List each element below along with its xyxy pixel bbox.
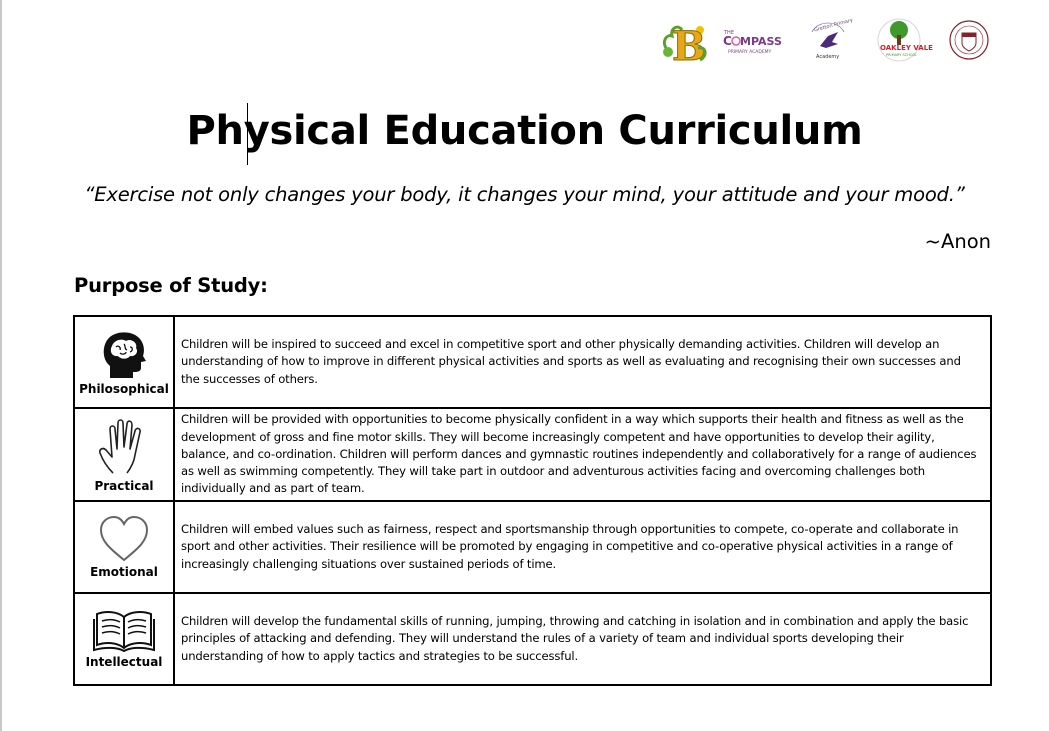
cell-label: Philosophical [79,382,169,396]
description-cell: Children will develop the fundamental skills of running, jumping, throwing and catching in isolation and in combination and apply the basic principles of attacking and defending. They will understand the rules of a variety of team and individual sports developing their understanding of how to apply tactics and strategies to be successful. [174,593,991,685]
table-row [74,408,991,501]
svg-text:PRIMARY ACADEMY: PRIMARY ACADEMY [728,50,772,55]
open-book-icon [93,609,155,653]
head-brain-icon [100,328,148,380]
cell-label: Emotional [90,565,158,579]
cell-label: Intellectual [85,655,163,669]
purpose-table [73,315,992,686]
description-cell: Children will embed values such as fairness, respect and sportsmanship through opportunities to compete, co-operate and collaborate in sport and other activities. Their resilience will be promoted by engaging in competitive and co-operative physical activities in a range of increasingly challenging situations over sustained periods of time. [174,501,991,593]
school-logos [660,14,995,70]
svg-text:C: C [723,34,732,48]
gretton-primary-logo [808,17,854,62]
svg-text:MPASS: MPASS [740,35,782,48]
icon-cell [74,316,174,408]
description-cell: Children will be provided with opportunities to become physically confident in a way which supports their health and fitness as well as the development of gross and fine motor skills. They will become increasingly competent and have opportunities to develop their agility, balance, and co-ordination. Children will perform dances and gymnastic routines independently and collaboratively for a range of audiences as well as swimming competently. They will take part in outdoor and adventurous activities facing and overcoming challenges both individually and as part of team. [174,408,991,501]
b-school-logo [660,18,710,70]
compass-academy-logo [722,28,788,58]
table-row [74,593,991,685]
svg-text:PRIMARY SCHOOL: PRIMARY SCHOOL [886,53,918,57]
quote-author: ~Anon [924,230,991,253]
svg-text:Gretton Primary: Gretton Primary [813,17,854,34]
hand-icon [97,417,151,477]
icon-cell [74,593,174,685]
svg-text:THE: THE [724,30,734,36]
icon-cell [74,501,174,593]
svg-text:OAKLEY VALE: OAKLEY VALE [880,44,933,52]
crest-logo [948,18,990,62]
table-row [74,316,991,408]
description-cell: Children will be inspired to succeed and excel in competitive sport and other physically demanding activities. Children will develop an understanding of how to improve in different physical activities and sports as well as evaluating and recognising their own successes and the successes of others. [174,316,991,408]
b-letter: B [672,23,706,70]
page-title: Physical Education Curriculum [186,108,863,154]
section-heading: Purpose of Study: [74,274,268,297]
table-row [74,501,991,593]
icon-cell [74,408,174,501]
svg-text:Academy: Academy [816,54,840,60]
heart-icon [98,515,150,563]
quote-text: “Exercise not only changes your body, it changes your mind, your attitude and your mood.” [84,183,965,206]
cell-label: Practical [94,478,154,493]
oakley-vale-logo [876,16,933,64]
